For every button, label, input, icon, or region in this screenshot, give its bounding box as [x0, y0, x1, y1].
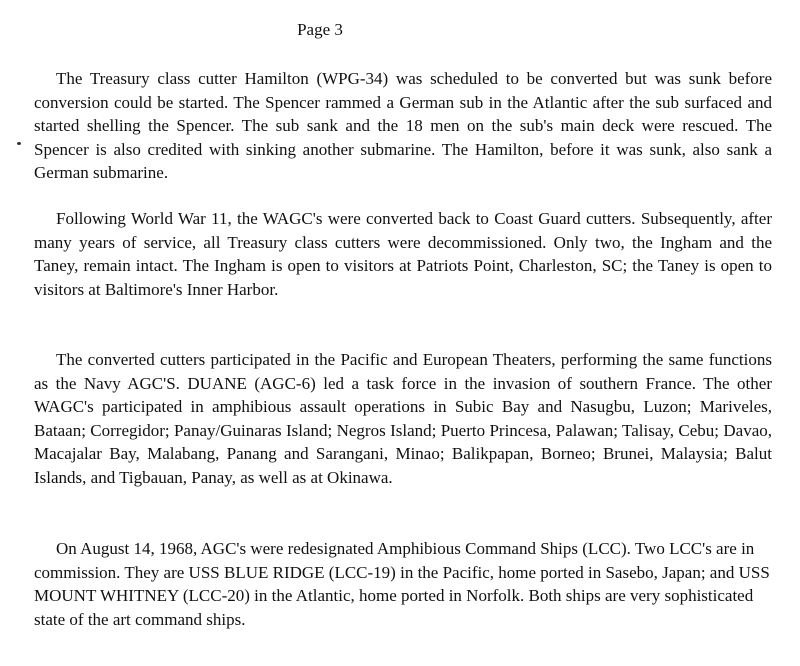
page-number: Page 3: [297, 20, 343, 39]
scan-speck: [17, 142, 21, 145]
paragraph-theaters: The converted cutters participated in the Pacific and European Theaters, performing the same functions as the Navy AGC'S. DUANE (AGC-6) led a task force in the invasion of southern France. The other WAGC's participated in amphibious assault operations in Subic Bay and Nasugbu, Luzon; Mariveles, Bataan; Corregidor; Panay/Guinaras Island; Negros Island; Puerto Princesa, Palawan; Talisay, Cebu; Davao, Macajalar Bay, Malabang, Panang and Sarangani, Minao; Balikpapan, Borneo; Brunei, Malaysia; Balut Islands, and Tigbauan, Panay, as well as at Okinawa.: [34, 350, 772, 487]
paragraph-post-war: Following World War 11, the WAGC's were converted back to Coast Guard cutters. Subsequently, after many years of service, all Treasury class cutters were decommissioned. Only two, the Ingham and the Taney, remain intact. The Ingham is open to visitors at Patriots Point, Charleston, SC; the Taney is open to visitors at Baltimore's Inner Harbor.: [34, 209, 772, 299]
paragraph-hamilton-spencer: The Treasury class cutter Hamilton (WPG-34) was scheduled to be converted but was sunk before conversion could be started. The Spencer rammed a German sub in the Atlantic after the sub surfaced and started shelling the Spencer. The sub sank and the 18 men on the sub's main deck were rescued. The Spencer is also credited with sinking another submarine. The Hamilton, before it was sunk, also sank a German submarine.: [34, 69, 772, 182]
paragraph-redesignation: On August 14, 1968, AGC's were redesignated Amphibious Command Ships (LCC). Two LCC's are in commission. They are USS BLUE RIDGE (LCC-19) in the Pacific, home ported in Sasebo, Japan; and USS MOUNT WHITNEY (LCC-20) in the Atlantic, home ported in Norfolk. Both ships are very sophisticated state of the art command ships.: [34, 539, 770, 629]
